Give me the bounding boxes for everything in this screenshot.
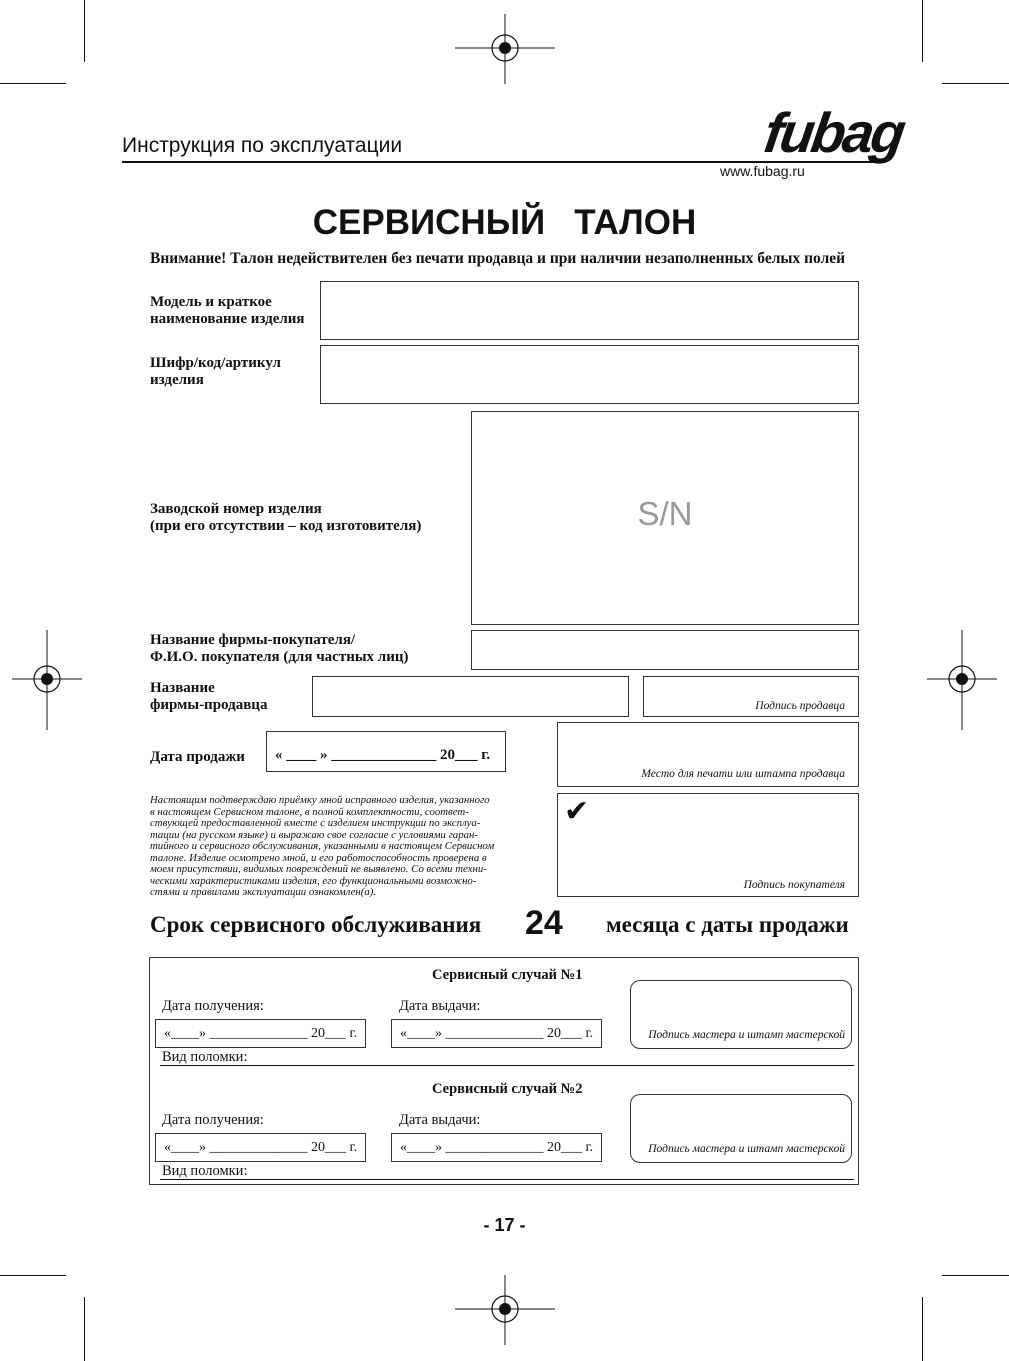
buyer-signature-caption: Подпись покупателя bbox=[743, 879, 845, 891]
sale-date-field[interactable]: « ____ » ______________ 20___ г. bbox=[266, 731, 506, 772]
case-1-received-label: Дата получения: bbox=[162, 998, 264, 1014]
service-cases-panel bbox=[149, 957, 859, 1185]
code-label: Шифр/код/артикул изделия bbox=[150, 355, 281, 388]
stamp-caption: Место для печати или штампа продавца bbox=[641, 768, 845, 780]
model-field[interactable] bbox=[320, 281, 859, 340]
service-case-1-title: Сервисный случай №1 bbox=[432, 967, 583, 983]
validity-warning: Внимание! Талон недействителен без печати продавца и при наличии незаполненных белых полей bbox=[150, 250, 846, 267]
case-1-defect-label: Вид поломки: bbox=[162, 1049, 248, 1065]
registration-mark-icon bbox=[12, 630, 82, 730]
seller-signature-caption: Подпись продавца bbox=[755, 700, 845, 712]
confirmation-text: Настоящим подтверждаю приёмку мной исправного изделия, указанного в настоящем Сервисном талоне, в полной комплектности, соответ- ствующей предоставленной вместе с изделием инструкции по эксплуа- тации (на русском языке) и выражаю свое согласие с условиями гаран- тийного и сервисного обслуживания, указанными в настоящем Сервисном талоне. Изделие осмотрено мной, и его работоспособность проверена в моем присутствии, видимых повреждений не выявлено. Со всеми техни- ческими характеристиками изделия, его функциональными возможно- стями и правилами эксплуатации ознакомлен(а). bbox=[150, 794, 495, 898]
service-term-suffix: месяца с даты продажи bbox=[606, 912, 849, 937]
site-url: www.fubag.ru bbox=[720, 163, 805, 179]
serial-label: Заводской номер изделия (при его отсутствии – код изготовителя) bbox=[150, 501, 422, 534]
document-title: Инструкция по эксплуатации bbox=[122, 134, 403, 157]
page-number: - 17 - bbox=[483, 1215, 526, 1235]
seller-signature-field[interactable] bbox=[643, 676, 859, 717]
buyer-signature-field[interactable] bbox=[557, 793, 859, 897]
case-2-master-caption: Подпись мастера и штамп мастерской bbox=[648, 1143, 845, 1155]
registration-mark-icon bbox=[455, 1275, 555, 1345]
registration-mark-icon bbox=[927, 630, 997, 730]
case-2-master-signature-field[interactable] bbox=[630, 1094, 852, 1163]
case-1-master-caption: Подпись мастера и штамп мастерской bbox=[648, 1029, 845, 1041]
stamp-field[interactable] bbox=[557, 722, 859, 787]
case-2-issued-date-field[interactable]: «____» ______________ 20___ г. bbox=[391, 1133, 602, 1162]
case-2-received-label: Дата получения: bbox=[162, 1112, 264, 1128]
service-term-prefix: Срок сервисного обслуживания bbox=[150, 912, 482, 937]
code-field[interactable] bbox=[320, 345, 859, 404]
coupon-heading: СЕРВИСНЫЙ ТАЛОН bbox=[312, 203, 697, 242]
sale-date-label: Дата продажи bbox=[150, 749, 245, 765]
case-2-defect-line[interactable] bbox=[160, 1179, 854, 1180]
brand-logo: fubag bbox=[760, 101, 907, 164]
seller-field[interactable] bbox=[312, 676, 629, 717]
serial-placeholder: S/N bbox=[637, 495, 693, 532]
serial-field[interactable] bbox=[471, 411, 859, 625]
case-2-received-date-field[interactable]: «____» ______________ 20___ г. bbox=[155, 1133, 366, 1162]
service-term-months: 24 bbox=[525, 904, 563, 942]
seller-label: Название фирмы-продавца bbox=[150, 680, 268, 713]
case-2-issued-label: Дата выдачи: bbox=[399, 1112, 481, 1128]
service-case-2-title: Сервисный случай №2 bbox=[432, 1081, 583, 1097]
case-1-issued-date-field[interactable]: «____» ______________ 20___ г. bbox=[391, 1019, 602, 1048]
case-1-issued-label: Дата выдачи: bbox=[399, 998, 481, 1014]
buyer-field[interactable] bbox=[471, 630, 859, 670]
check-mark-icon: ✔ bbox=[564, 795, 590, 828]
case-1-master-signature-field[interactable] bbox=[630, 980, 852, 1049]
registration-mark-icon bbox=[455, 14, 555, 84]
case-1-received-date-field[interactable]: «____» ______________ 20___ г. bbox=[155, 1019, 366, 1048]
case-1-defect-line[interactable] bbox=[160, 1065, 854, 1066]
model-label: Модель и краткое наименование изделия bbox=[150, 294, 305, 327]
buyer-label: Название фирмы-покупателя/ Ф.И.О. покупателя (для частных лиц) bbox=[150, 632, 409, 665]
case-2-defect-label: Вид поломки: bbox=[162, 1163, 248, 1179]
